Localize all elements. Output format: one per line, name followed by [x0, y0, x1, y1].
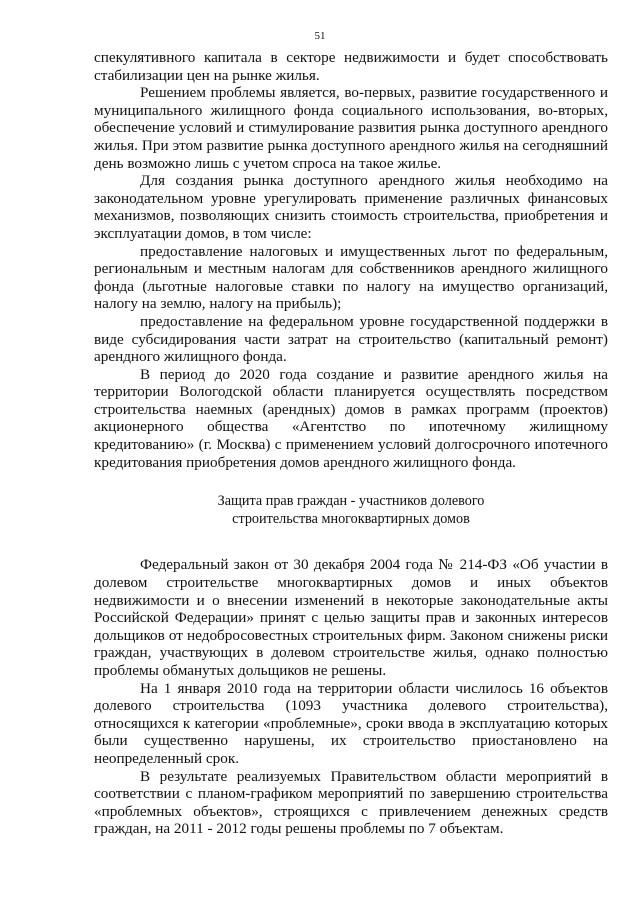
paragraph: Для создания рынка доступного арендного жилья необходимо на законодательном уровне урегулировать применение различных финансовых механизмов, позволяющих снизить стоимость строительства, приобретения и эксплуатации домов, в том числе:	[94, 172, 608, 242]
document-body	[94, 49, 608, 838]
paragraph: В период до 2020 года создание и развитие арендного жилья на территории Вологодской области планируется осуществлять посредством строительства наемных (арендных) домов в рамках программ (проектов) акционерного общества «Агентство по ипотечному жилищному кредитованию» (г. Москва) с применением условий долгосрочного ипотечного кредитования приобретения домов арендного жилищного фонда.	[94, 365, 608, 471]
paragraph: Решением проблемы является, во-первых, развитие государственного и муниципального жилищного фонда социального использования, во-вторых, обеспечение условий и стимулирование развития рынка доступного арендного жилья. При этом развитие рынка доступного арендного жилья на сегодняшний день возможно лишь с учетом спроса на такое жилье.	[94, 84, 608, 172]
paragraph: предоставление налоговых и имущественных льгот по федеральным, региональным и местным налогам для собственников арендного жилищного фонда (льготные налоговые ставки по налогу на имущество организаций, налогу на землю, налогу на прибыль);	[94, 242, 608, 313]
paragraph: На 1 января 2010 года на территории области числилось 16 объектов долевого строительства (1093 участника долевого строительства), относящихся к категории «проблемные», сроки ввода в эксплуатацию которых были существенно нарушены, их строительство приостановлено на неопределенный срок.	[94, 679, 608, 767]
paragraph: В результате реализуемых Правительством области мероприятий в соответствии с планом-графиком мероприятий по завершению строительства «проблемных объектов», строящихся с привлечением денежных средств граждан, на 2011 - 2012 годы решены проблемы по 7 объектам.	[94, 767, 608, 838]
paragraph: предоставление на федеральном уровне государственной поддержки в виде субсидирования части затрат на строительство (капитальный ремонт) арендного жилищного фонда.	[94, 312, 608, 366]
paragraph: спекулятивного капитала в секторе недвижимости и будет способствовать стабилизации цен на рынке жилья.	[94, 49, 608, 84]
page-number: 51	[314, 30, 326, 42]
section-heading-line: строительства многоквартирных домов	[232, 510, 470, 527]
paragraph: Федеральный закон от 30 декабря 2004 года № 214-ФЗ «Об участии в долевом строительстве многоквартирных домов и иных объектов недвижимости и о внесении изменений в некоторые законодательные акты Российской Федерации» принят с целью защиты прав и законных интересов дольщиков от недобросовестных строительных фирм. Законом снижены риски граждан, участвующих в долевом строительстве жилья, однако полностью проблемы обманутых дольщиков не решены.	[94, 556, 608, 679]
section-heading-line: Защита прав граждан - участников долевого	[217, 493, 485, 510]
section-heading	[94, 493, 608, 528]
